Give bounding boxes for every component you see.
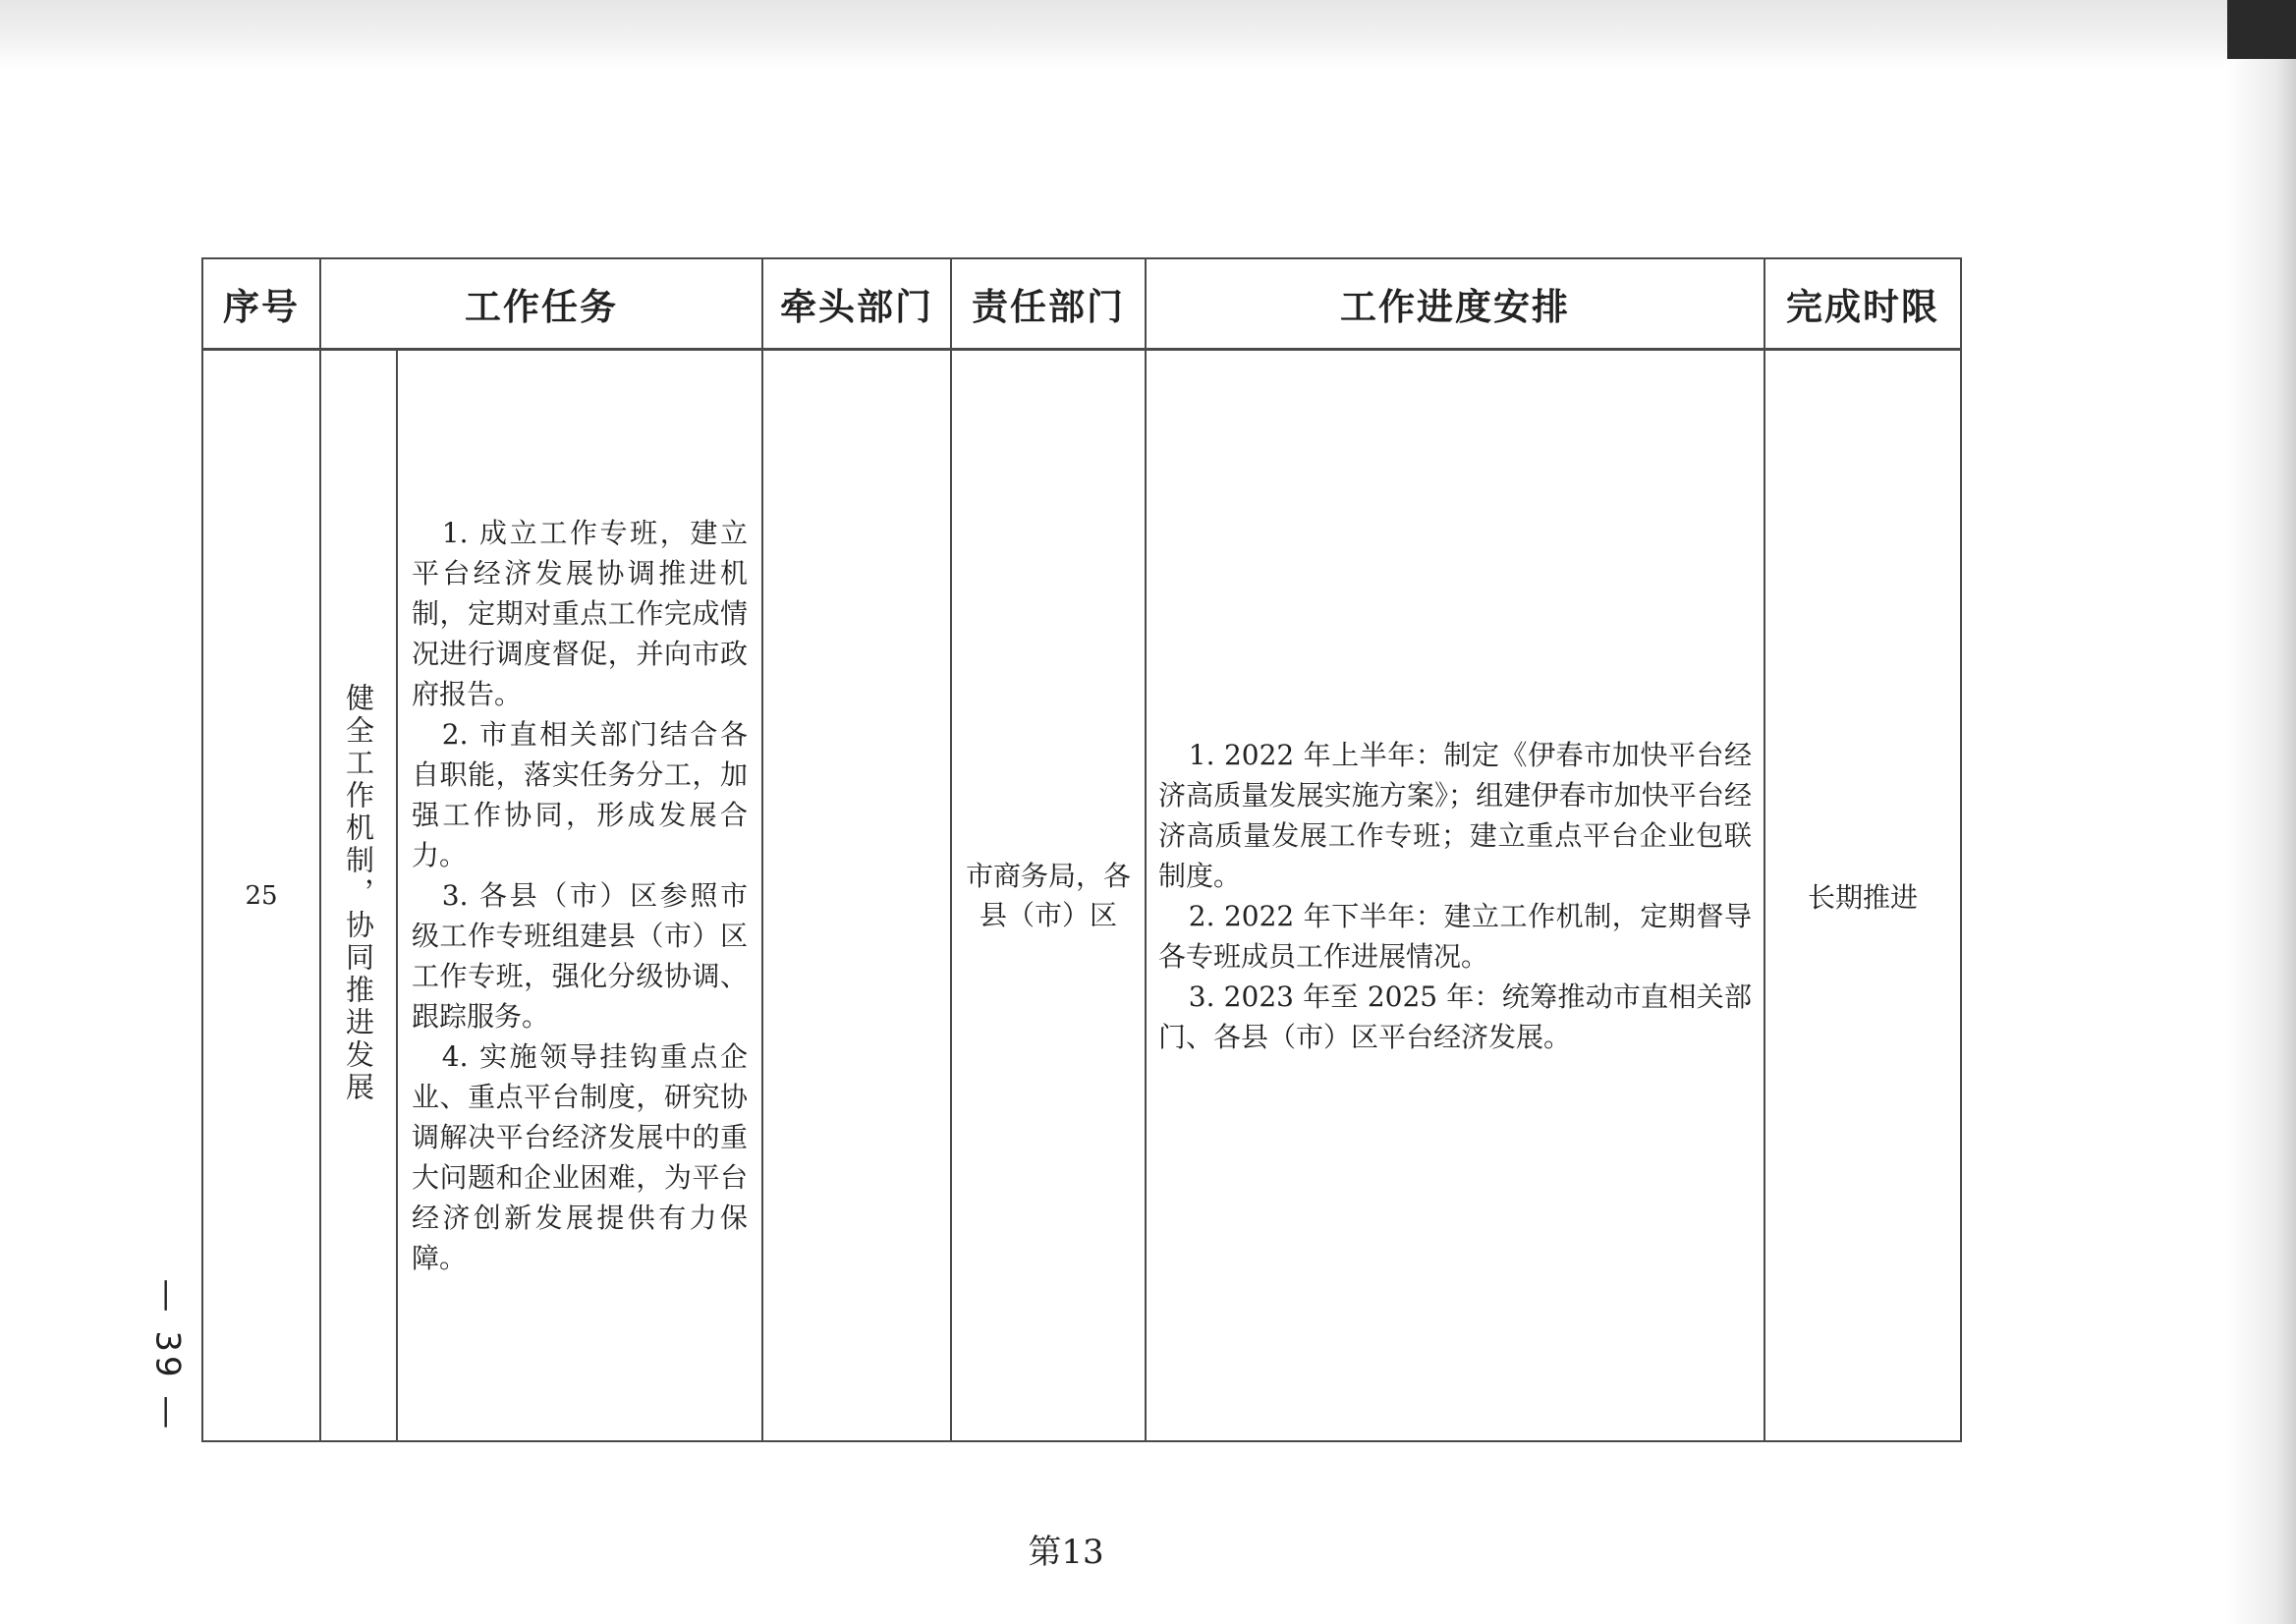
task-item: 2. 市直相关部门结合各自职能，落实任务分工，加强工作协同，形成发展合力。 bbox=[412, 718, 748, 871]
header-lead-dept: 牵头部门 bbox=[762, 258, 951, 350]
header-task: 工作任务 bbox=[320, 258, 762, 350]
row-task-title-cell bbox=[320, 350, 397, 1442]
task-item: 3. 各县（市）区参照市级工作专班组建县（市）区工作专班，强化分级协调、跟踪服务。 bbox=[412, 879, 748, 1033]
header-seq: 序号 bbox=[202, 258, 320, 350]
progress-item: 3. 2023 年至 2025 年：统筹推动市直相关部门、各县（市）区平台经济发展。 bbox=[1158, 980, 1752, 1053]
header-progress: 工作进度安排 bbox=[1146, 258, 1764, 350]
header-deadline: 完成时限 bbox=[1764, 258, 1961, 350]
table-header-row bbox=[202, 258, 1961, 350]
row-lead-dept bbox=[762, 350, 951, 1442]
side-page-number bbox=[138, 1277, 196, 1434]
row-deadline: 长期推进 bbox=[1764, 350, 1961, 1442]
task-item: 1. 成立工作专班，建立平台经济发展协调推进机制，定期对重点工作完成情况进行调度督促，并向市政府报告。 bbox=[412, 517, 748, 710]
table-row bbox=[202, 350, 1961, 1442]
scan-corner-shadow bbox=[2227, 0, 2296, 59]
progress-item: 1. 2022 年上半年：制定《伊春市加快平台经济高质量发展实施方案》；组建伊春市加快平台经济高质量发展工作专班；建立重点平台企业包联制度。 bbox=[1158, 738, 1752, 892]
side-page-number-text: — 39 — bbox=[147, 1278, 188, 1433]
footer-page-label: 第13 bbox=[1028, 1533, 1104, 1572]
progress-item: 2. 2022 年下半年：建立工作机制，定期督导各专班成员工作进展情况。 bbox=[1158, 899, 1752, 973]
row-task-items bbox=[397, 350, 762, 1442]
row-seq: 25 bbox=[202, 350, 320, 1442]
header-resp-dept: 责任部门 bbox=[951, 258, 1146, 350]
row-progress-items bbox=[1146, 350, 1764, 1442]
task-item: 4. 实施领导挂钩重点企业、重点平台制度，研究协调解决平台经济发展中的重大问题和企业困难，为平台经济创新发展提供有力保障。 bbox=[412, 1040, 748, 1274]
row-task-title: 健全工作机制，协同推进发展 bbox=[342, 683, 375, 1104]
scan-right-edge bbox=[2227, 0, 2296, 1624]
row-resp-dept: 市商务局，各县（市）区 bbox=[951, 350, 1146, 1442]
task-table bbox=[201, 257, 1962, 1442]
scan-top-edge bbox=[0, 0, 2296, 69]
